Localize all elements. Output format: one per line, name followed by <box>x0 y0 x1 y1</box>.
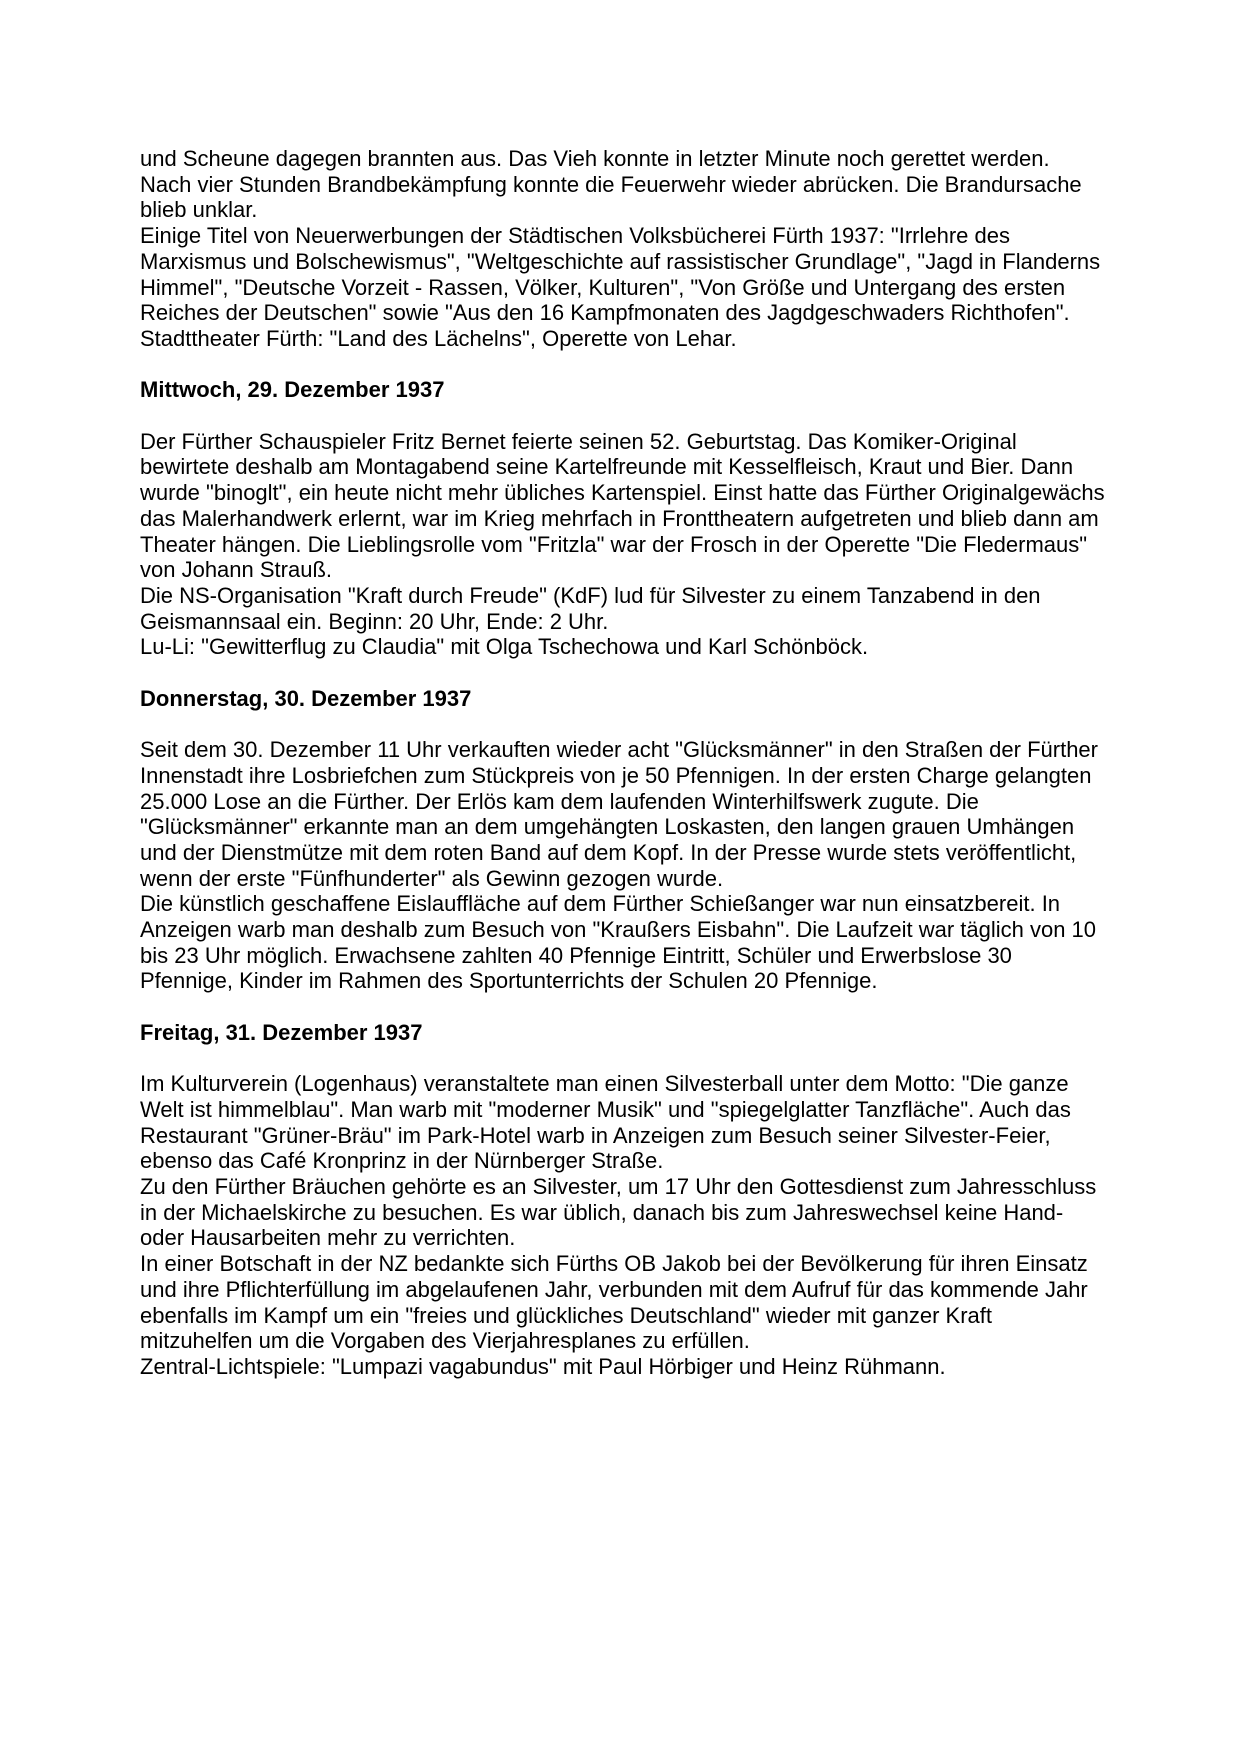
intro-block <box>140 146 1105 352</box>
paragraph: Lu-Li: "Gewitterflug zu Claudia" mit Olga Tschechowa und Karl Schönböck. <box>140 634 869 660</box>
paragraph: Der Fürther Schauspieler Fritz Bernet feierte seinen 52. Geburtstag. Das Komiker-Original bewirtete deshalb am Montagabend seine Kartelfreunde mit Kesselfleisch, Kraut und Bier. Dann wurde "binoglt", ein heute nicht mehr übliches Kartenspiel. Einst hatte das Fürther Originalgewächs das Malerhandwerk erlernt, war im Krieg mehrfach in Fronttheatern aufgetreten und blieb dann am Theater hängen. Die Lieblingsrolle vom "Fritzla" war der Frosch in der Operette "Die Fledermaus" von Johann Strauß. <box>140 428 1105 583</box>
paragraph: und Scheune dagegen brannten aus. Das Vieh konnte in letzter Minute noch gerettet werden. Nach vier Stunden Brandbekämpfung konnte die Feuerwehr wieder abrücken. Die Brandursache blieb unklar. <box>140 146 1082 223</box>
section-body-freitag-31-dezember <box>140 1071 1105 1379</box>
paragraph: Im Kulturverein (Logenhaus) veranstaltete man einen Silvesterball unter dem Motto: "Die ganze Welt ist himmelblau". Man warb mit "moderner Musik" und "spiegelglatter Tanzfläche". Auch das Restaurant "Grüner-Bräu" im Park-Hotel warb in Anzeigen zum Besuch seiner Silvester-Feier, ebenso das Café Kronprinz in der Nürnberger Straße. <box>140 1071 1071 1174</box>
section-heading-freitag-31-dezember: Freitag, 31. Dezember 1937 <box>140 1019 423 1045</box>
paragraph: Zentral-Lichtspiele: "Lumpazi vagabundus" mit Paul Hörbiger und Heinz Rühmann. <box>140 1353 946 1379</box>
section-body-donnerstag-30-dezember <box>140 737 1105 994</box>
paragraph: Die künstlich geschaffene Eislauffläche auf dem Fürther Schießanger war nun einsatzbereit. In Anzeigen warb man deshalb zum Besuch von "Kraußers Eisbahn". Die Laufzeit war täglich von 10 bis 23 Uhr möglich. Erwachsene zahlten 40 Pfennige Eintritt, Schüler und Erwerbslose 30 Pfennige, Kinder im Rahmen des Sportunterrichts der Schulen 20 Pfennige. <box>140 891 1097 994</box>
paragraph: Zu den Fürther Bräuchen gehörte es an Silvester, um 17 Uhr den Gottesdienst zum Jahresschluss in der Michaelskirche zu besuchen. Es war üblich, danach bis zum Jahreswechsel keine Hand- oder Hausarbeiten mehr zu verrichten. <box>140 1174 1097 1251</box>
paragraph: In einer Botschaft in der NZ bedankte sich Fürths OB Jakob bei der Bevölkerung für ihren Einsatz und ihre Pflichterfüllung im abgelaufenen Jahr, verbunden mit dem Aufruf für das kommende Jahr ebenfalls im Kampf um ein "freies und glückliches Deutschland" wieder mit ganzer Kraft mitzuhelfen um die Vorgaben des Vierjahresplanes zu erfüllen. <box>140 1251 1088 1354</box>
paragraph: Die NS-Organisation "Kraft durch Freude" (KdF) lud für Silvester zu einem Tanzabend in den Geismannsaal ein. Beginn: 20 Uhr, Ende: 2 Uhr. <box>140 582 1041 634</box>
document-content <box>140 146 1105 1380</box>
paragraph: Seit dem 30. Dezember 11 Uhr verkauften wieder acht "Glücksmänner" in den Straßen der Fürther Innenstadt ihre Losbriefchen zum Stückpreis von je 50 Pfennigen. In der ersten Charge gelangten 25.000 Lose an die Fürther. Der Erlös kam dem laufenden Winterhilfswerk zugute. Die "Glücksmänner" erkannte man an dem umgehängten Loskasten, den langen grauen Umhängen und der Dienstmütze mit dem roten Band auf dem Kopf. In der Presse wurde stets veröffentlicht, wenn der erste "Fünfhunderter" als Gewinn gezogen wurde. <box>140 737 1098 891</box>
section-body-mittwoch-29-dezember <box>140 429 1105 660</box>
paragraph: Stadttheater Fürth: "Land des Lächelns", Operette von Lehar. <box>140 325 737 351</box>
section-heading-donnerstag-30-dezember: Donnerstag, 30. Dezember 1937 <box>140 685 472 711</box>
section-heading-mittwoch-29-dezember: Mittwoch, 29. Dezember 1937 <box>140 377 445 403</box>
paragraph: Einige Titel von Neuerwerbungen der Städtischen Volksbücherei Fürth 1937: "Irrlehre des Marxismus und Bolschewismus", "Weltgeschichte auf rassistischer Grundlage", "Jagd in Flanderns Himmel", "Deutsche Vorzeit - Rassen, Völker, Kulturen", "Von Größe und Untergang des ersten Reiches der Deutschen" sowie "Aus den 16 Kampfmonaten des Jagdgeschwaders Richthofen". <box>140 223 1101 326</box>
